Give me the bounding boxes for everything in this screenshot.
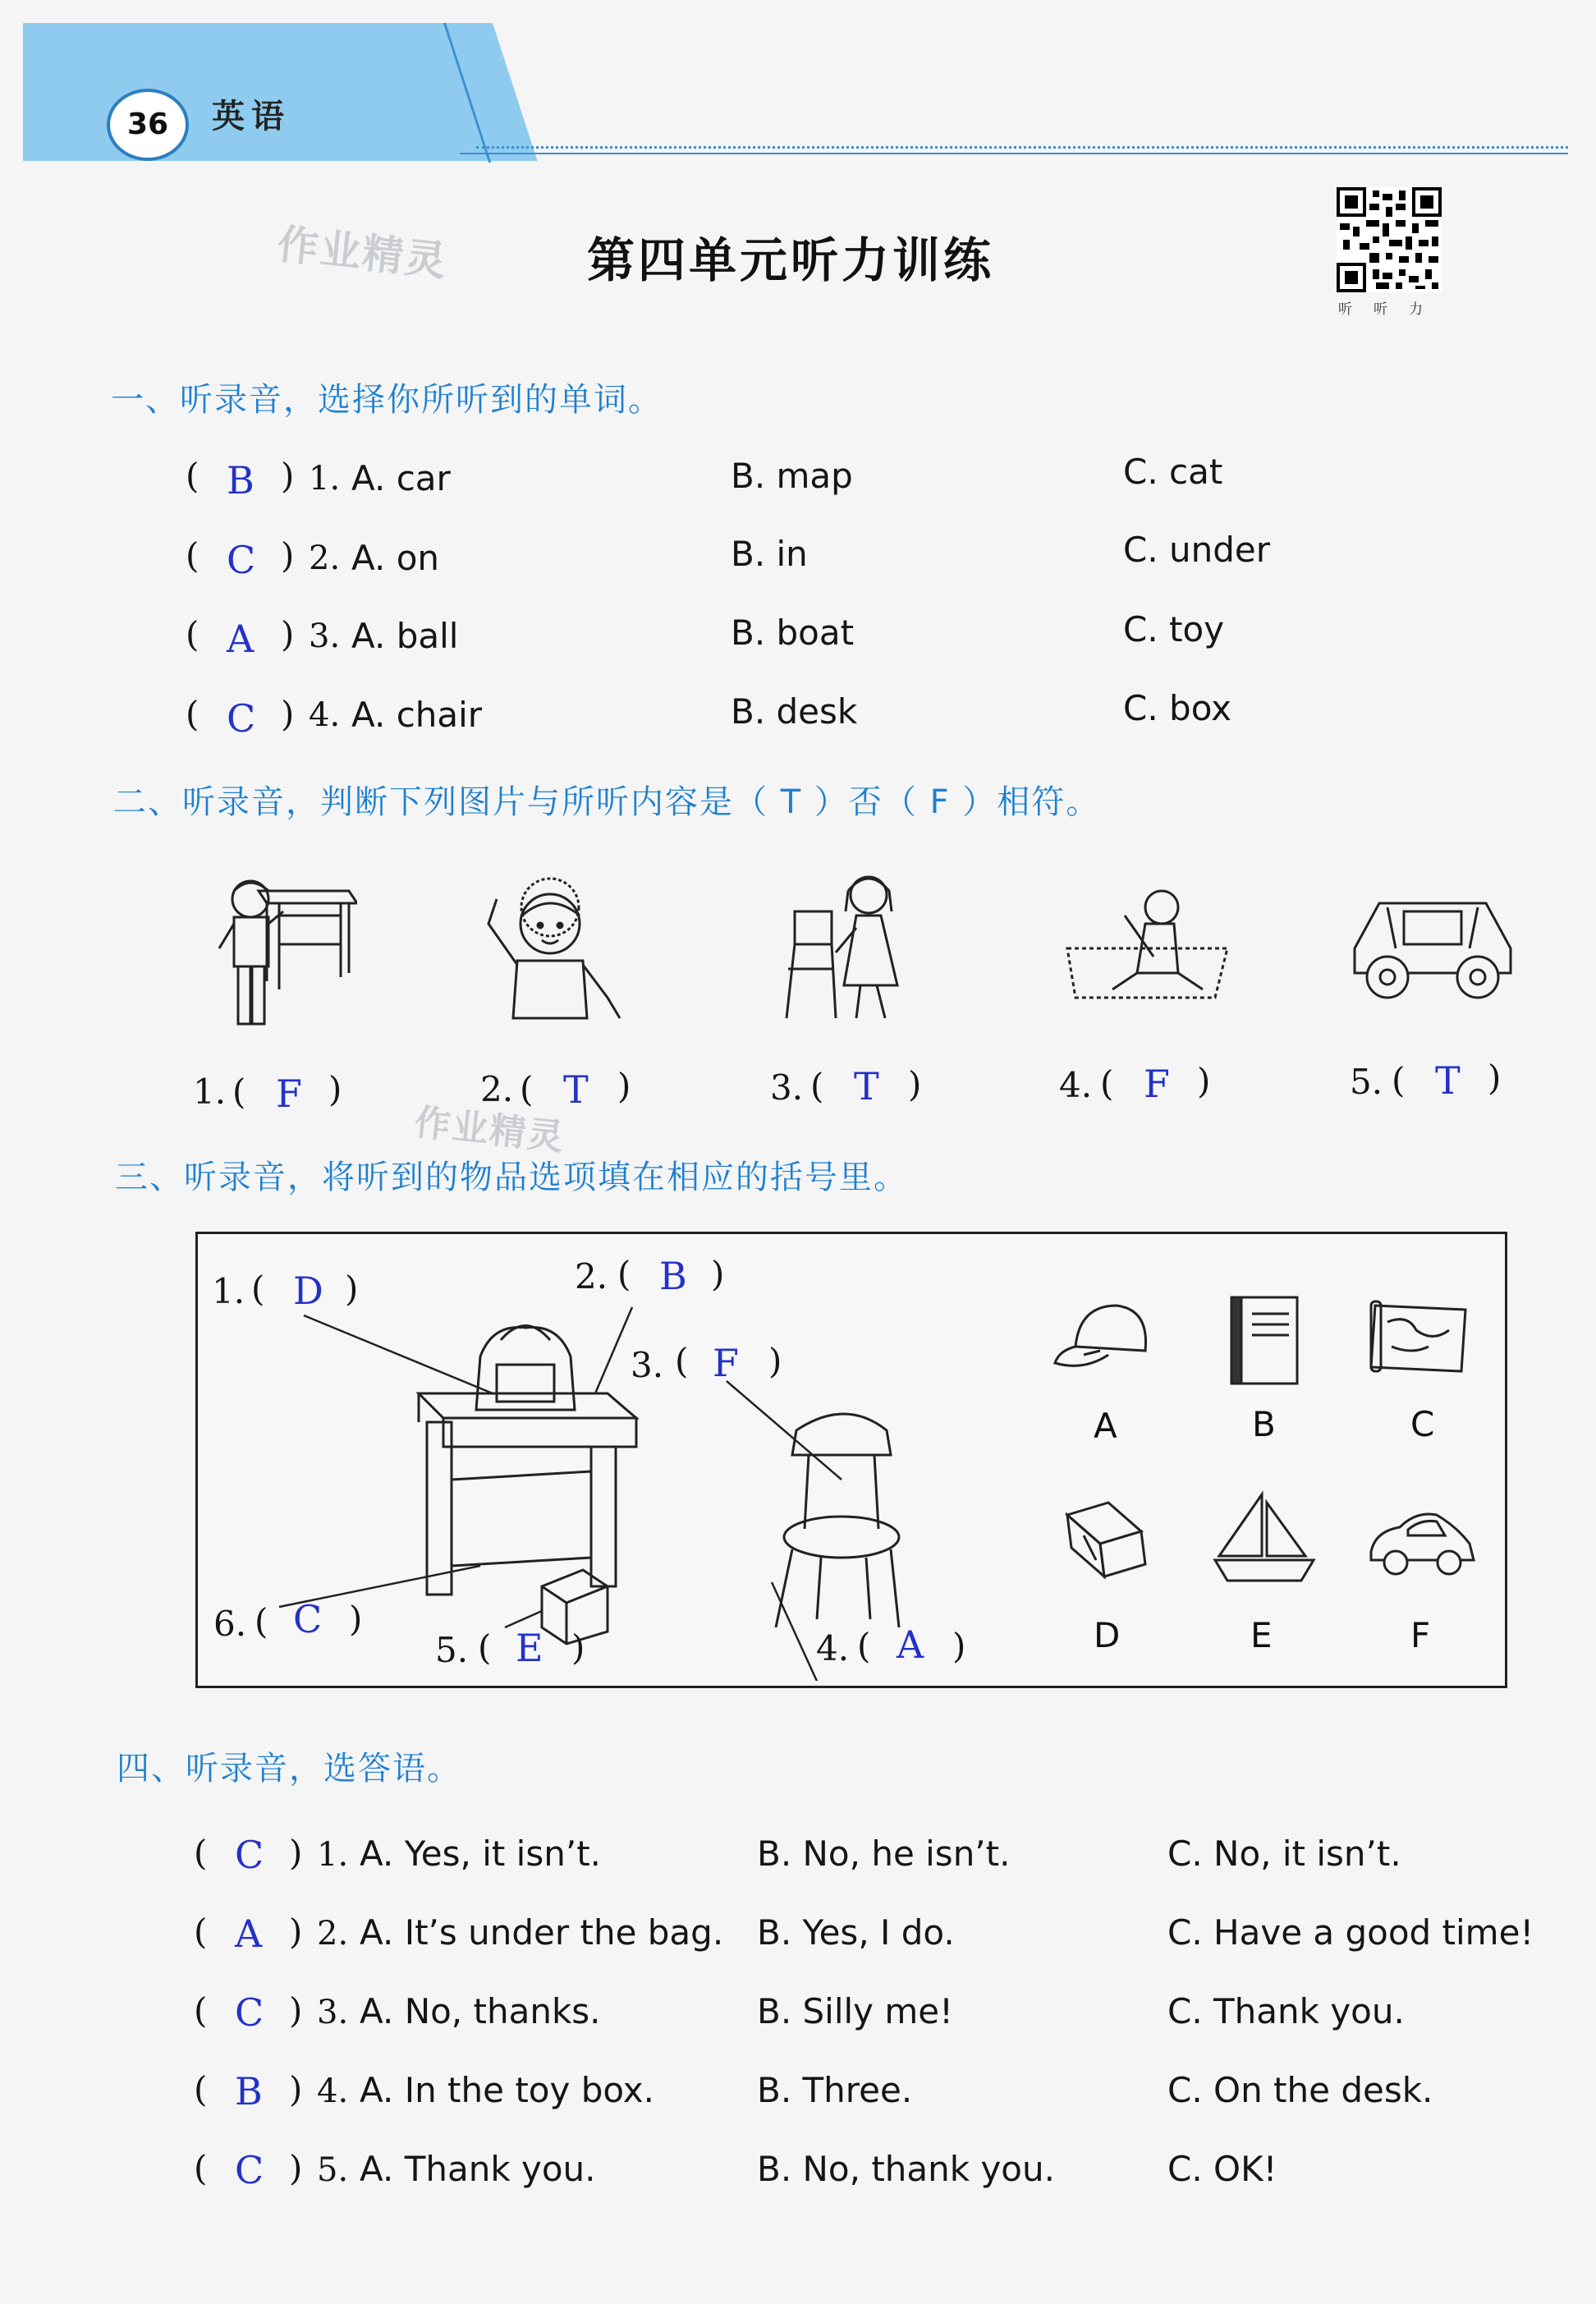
option-letter: B bbox=[1252, 1404, 1276, 1444]
item-number: 1. bbox=[212, 1271, 245, 1311]
answer-blank[interactable]: F bbox=[276, 1072, 302, 1116]
map-icon bbox=[1367, 1297, 1474, 1379]
answer-blank[interactable]: C bbox=[235, 2148, 264, 2192]
item-number: 2. bbox=[309, 539, 341, 577]
item-number: 1. bbox=[317, 1836, 349, 1874]
item-number: 2. bbox=[575, 1256, 608, 1297]
answer-blank[interactable]: T bbox=[854, 1064, 879, 1108]
subject-label: 英语 bbox=[212, 97, 291, 135]
open-paren: ( bbox=[194, 1990, 208, 2031]
item-number: 3. bbox=[309, 617, 341, 655]
girl-with-chair-icon bbox=[778, 862, 918, 1026]
cap-icon bbox=[1051, 1297, 1158, 1379]
option-b: B. Yes, I do. bbox=[757, 1912, 955, 1953]
option-b: B. map bbox=[731, 456, 853, 496]
answer-blank[interactable]: B bbox=[235, 2069, 263, 2114]
item-number: 3. bbox=[317, 1994, 349, 2031]
answer-blank[interactable]: T bbox=[1435, 1058, 1461, 1103]
close-paren: ) bbox=[289, 1833, 303, 1873]
answer-blank[interactable]: T bbox=[563, 1067, 589, 1112]
toy-car-icon bbox=[1367, 1507, 1478, 1581]
option-letter: F bbox=[1410, 1615, 1431, 1655]
open-paren: ( bbox=[251, 1269, 265, 1309]
girl-on-boat-icon bbox=[1063, 883, 1236, 1014]
close-paren: ) bbox=[952, 1626, 966, 1666]
answer-blank[interactable]: F bbox=[713, 1341, 739, 1385]
qr-caption: 听听力 bbox=[1338, 301, 1444, 318]
option-a: A. on bbox=[351, 538, 440, 578]
option-letter: C bbox=[1410, 1404, 1435, 1444]
open-paren: ( bbox=[194, 1912, 208, 1952]
open-paren: ( bbox=[232, 1072, 246, 1112]
option-letter: D bbox=[1094, 1615, 1121, 1655]
item-number: 3. bbox=[631, 1345, 664, 1385]
option-letter: A bbox=[1094, 1406, 1117, 1446]
close-paren: ) bbox=[1488, 1058, 1502, 1098]
header-rule bbox=[460, 153, 1568, 154]
option-a: A. chair bbox=[351, 695, 483, 735]
answer-blank[interactable]: B bbox=[227, 458, 255, 503]
open-paren: ( bbox=[478, 1627, 492, 1668]
option-c: C. No, it isn’t. bbox=[1167, 1834, 1401, 1874]
option-c: C. box bbox=[1123, 688, 1231, 728]
close-paren: ) bbox=[571, 1627, 585, 1668]
close-paren: ) bbox=[281, 614, 295, 654]
item-number: 5. bbox=[435, 1630, 469, 1670]
answer-blank[interactable]: E bbox=[516, 1626, 543, 1670]
option-a: A. No, thanks. bbox=[360, 1991, 601, 2031]
section-1-heading: 一、听录音，选择你所听到的单词。 bbox=[111, 381, 663, 419]
boat-icon bbox=[1211, 1490, 1318, 1589]
option-a: A. Yes, it isn’t. bbox=[360, 1834, 602, 1874]
item-number: 4. bbox=[309, 696, 341, 734]
option-b: B. No, thank you. bbox=[757, 2149, 1055, 2189]
item-number: 2. bbox=[480, 1069, 514, 1109]
car-icon bbox=[1346, 883, 1519, 1006]
page-title: 第四单元听力训练 bbox=[587, 232, 995, 288]
option-c: C. On the desk. bbox=[1167, 2070, 1433, 2110]
section-2-heading: 二、听录音，判断下列图片与所听内容是（ T ）否（ F ）相符。 bbox=[113, 783, 1101, 821]
answer-blank[interactable]: A bbox=[227, 617, 255, 661]
close-paren: ) bbox=[289, 2069, 303, 2109]
item-number: 5. bbox=[1350, 1062, 1383, 1102]
open-paren: ( bbox=[194, 2148, 208, 2188]
item-number: 2. bbox=[317, 1915, 349, 1953]
answer-blank[interactable]: D bbox=[293, 1269, 323, 1313]
close-paren: ) bbox=[281, 456, 295, 496]
option-c: C. Thank you. bbox=[1167, 1991, 1405, 2031]
close-paren: ) bbox=[289, 1990, 303, 2031]
option-a: A. In the toy box. bbox=[360, 2070, 654, 2110]
open-paren: ( bbox=[194, 2069, 208, 2109]
close-paren: ) bbox=[289, 1912, 303, 1952]
pencil-box-icon bbox=[1059, 1499, 1149, 1581]
open-paren: ( bbox=[255, 1601, 268, 1641]
open-paren: ( bbox=[186, 694, 200, 734]
option-c: C. under bbox=[1123, 530, 1271, 570]
option-b: B. in bbox=[731, 534, 808, 574]
open-paren: ( bbox=[194, 1833, 208, 1873]
option-a: A. car bbox=[351, 458, 451, 498]
answer-blank[interactable]: A bbox=[235, 1912, 263, 1956]
answer-blank[interactable]: C bbox=[227, 538, 256, 582]
book-icon bbox=[1223, 1293, 1305, 1388]
open-paren: ( bbox=[186, 614, 200, 654]
close-paren: ) bbox=[908, 1064, 922, 1104]
answer-blank[interactable]: A bbox=[897, 1622, 924, 1667]
open-paren: ( bbox=[520, 1069, 534, 1109]
option-a: A. It’s under the bag. bbox=[360, 1912, 724, 1953]
close-paren: ) bbox=[345, 1269, 359, 1309]
close-paren: ) bbox=[617, 1066, 631, 1106]
close-paren: ) bbox=[289, 2148, 303, 2188]
answer-blank[interactable]: C bbox=[293, 1597, 323, 1641]
open-paren: ( bbox=[857, 1626, 871, 1666]
boy-touching-head-icon bbox=[476, 866, 632, 1030]
item-number: 1. bbox=[309, 460, 341, 498]
item-number: 4. bbox=[1059, 1065, 1093, 1105]
open-paren: ( bbox=[1100, 1063, 1114, 1104]
option-b: B. Three. bbox=[757, 2070, 913, 2110]
page-number: 36 bbox=[107, 89, 189, 161]
option-a: A. ball bbox=[351, 616, 459, 656]
answer-blank[interactable]: C bbox=[227, 696, 256, 741]
option-a: A. Thank you. bbox=[360, 2149, 596, 2189]
answer-blank[interactable]: B bbox=[659, 1254, 687, 1298]
option-c: C. toy bbox=[1123, 609, 1225, 649]
option-b: B. Silly me! bbox=[757, 1991, 953, 2031]
option-b: B. boat bbox=[731, 613, 855, 653]
list-item bbox=[186, 456, 199, 496]
option-c: C. OK! bbox=[1167, 2149, 1277, 2189]
watermark: 作业精灵 bbox=[275, 220, 451, 286]
option-c: C. Have a good time! bbox=[1167, 1912, 1534, 1953]
answer-blank[interactable]: C bbox=[235, 1833, 264, 1877]
item-number: 1. bbox=[193, 1072, 227, 1112]
close-paren: ) bbox=[768, 1341, 782, 1381]
item-number: 4. bbox=[317, 2072, 349, 2110]
boy-at-desk-icon bbox=[201, 866, 357, 1030]
qr-code-icon[interactable] bbox=[1337, 187, 1442, 292]
option-c: C. cat bbox=[1123, 452, 1223, 492]
section-3-heading: 三、听录音，将听到的物品选项填在相应的括号里。 bbox=[115, 1159, 908, 1196]
open-paren: ( bbox=[617, 1254, 631, 1294]
option-b: B. desk bbox=[731, 691, 858, 732]
header-dotted-rule bbox=[476, 146, 1568, 149]
watermark: 作业精灵 bbox=[412, 1101, 567, 1159]
option-b: B. No, he isn’t. bbox=[757, 1834, 1011, 1874]
close-paren: ) bbox=[1197, 1061, 1211, 1101]
open-paren: ( bbox=[810, 1066, 824, 1106]
close-paren: ) bbox=[281, 694, 295, 734]
answer-blank[interactable]: C bbox=[235, 1990, 264, 2035]
open-paren: ( bbox=[1392, 1060, 1406, 1100]
open-paren: ( bbox=[186, 456, 200, 496]
item-number: 6. bbox=[213, 1604, 247, 1644]
section-4-heading: 四、听录音，选答语。 bbox=[117, 1750, 461, 1788]
item-number: 3. bbox=[770, 1067, 804, 1108]
open-paren: ( bbox=[186, 535, 200, 576]
option-letter: E bbox=[1250, 1615, 1273, 1655]
close-paren: ) bbox=[711, 1254, 725, 1294]
close-paren: ) bbox=[349, 1599, 363, 1639]
item-number: 5. bbox=[317, 2151, 349, 2189]
item-number: 4. bbox=[816, 1628, 850, 1668]
close-paren: ) bbox=[281, 535, 295, 576]
answer-blank[interactable]: F bbox=[1144, 1062, 1170, 1106]
close-paren: ) bbox=[328, 1069, 342, 1109]
open-paren: ( bbox=[675, 1341, 689, 1381]
